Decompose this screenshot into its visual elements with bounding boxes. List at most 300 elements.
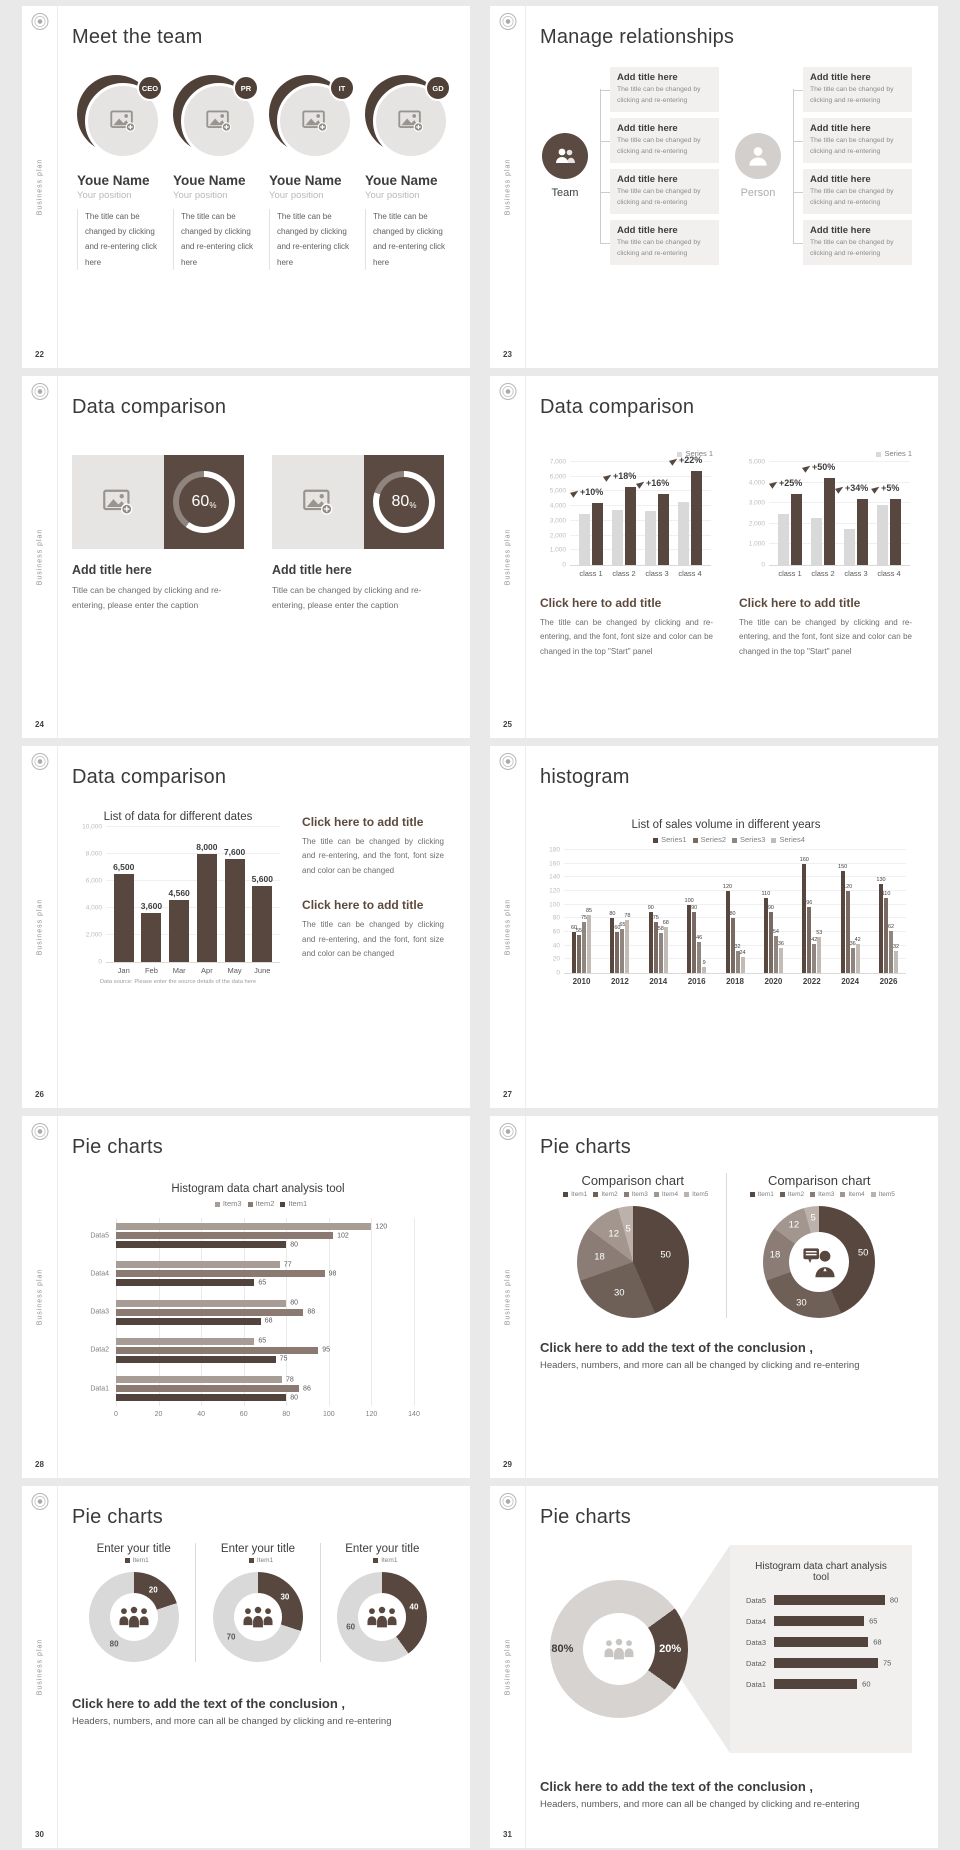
legend-item: Item2 bbox=[242, 1199, 275, 1208]
bar-group bbox=[223, 827, 246, 975]
category-label: class 1 bbox=[778, 569, 802, 578]
value-label: 55 bbox=[575, 928, 583, 935]
legend-item: Item2 bbox=[774, 1191, 804, 1198]
role-badge: IT bbox=[329, 75, 355, 101]
caption-text: The title can be changed by clicking and re-entering, and the font, font size and color can be changed in the top "Start" panel bbox=[739, 618, 912, 656]
bar-group bbox=[678, 454, 703, 578]
bar bbox=[116, 1308, 316, 1316]
sidebar-caption: Business plan bbox=[36, 898, 43, 956]
team-member bbox=[168, 75, 264, 270]
member-position: Your position bbox=[173, 190, 228, 201]
percent-label: +22% bbox=[670, 455, 702, 465]
year-group bbox=[799, 850, 823, 986]
bar bbox=[857, 499, 868, 565]
legend-item: Item2 bbox=[587, 1191, 617, 1198]
slide-25-thumbnail[interactable] bbox=[490, 376, 938, 738]
value-label: 75 bbox=[652, 914, 659, 921]
seal-logo-icon bbox=[499, 1123, 516, 1140]
slice-value-label: 5 bbox=[625, 1223, 631, 1235]
add-title-box bbox=[610, 118, 719, 163]
member-name: Youe Name bbox=[173, 173, 246, 188]
donut-chart-block bbox=[72, 1543, 195, 1662]
arrow-icon bbox=[570, 488, 580, 498]
bar bbox=[116, 1376, 294, 1383]
bar-charts-row bbox=[540, 449, 912, 578]
value-label: 65 bbox=[619, 921, 626, 928]
value-label: 75 bbox=[279, 1355, 288, 1363]
legend-item: Item5 bbox=[678, 1191, 708, 1198]
sidebar-caption: Business plan bbox=[504, 158, 511, 216]
value-label: 60 bbox=[570, 925, 578, 931]
legend-item: Item1 bbox=[557, 1191, 587, 1198]
legend-item: Item5 bbox=[865, 1191, 895, 1198]
bar bbox=[774, 1658, 878, 1668]
bar bbox=[691, 471, 702, 565]
legend-item: Item4 bbox=[834, 1191, 864, 1198]
value-label: 98 bbox=[328, 1270, 337, 1278]
role-badge: GD bbox=[425, 75, 451, 101]
bar bbox=[116, 1299, 299, 1307]
bar-group bbox=[168, 827, 190, 975]
value-label: 100 bbox=[684, 897, 694, 904]
bar bbox=[196, 842, 218, 962]
note-title: Click here to add title bbox=[302, 898, 424, 913]
year-label: 2022 bbox=[802, 977, 821, 986]
bar bbox=[811, 937, 818, 973]
bar bbox=[696, 934, 703, 973]
bar bbox=[116, 1355, 288, 1363]
donut-chart-block bbox=[195, 1543, 319, 1662]
bar-group bbox=[612, 462, 637, 578]
year-group bbox=[570, 850, 593, 986]
bar bbox=[116, 1394, 299, 1401]
slide-sidebar bbox=[22, 1486, 58, 1848]
value-label: 36 bbox=[777, 941, 784, 948]
box-title: Add title here bbox=[617, 123, 678, 135]
sidebar-caption: Business plan bbox=[504, 528, 511, 586]
panel-bar-row bbox=[746, 1595, 899, 1605]
box-text: The title can be changed by clicking and re-entering bbox=[617, 137, 701, 155]
bar-chart: Series 1 0 1,000 2,000 3,000 4,000 5,000 +25% class 1 +50% class 2 +34% class 3 +5% class 4 bbox=[739, 449, 912, 566]
team-member bbox=[360, 75, 456, 270]
bar bbox=[774, 1637, 868, 1647]
value-label: 80 bbox=[290, 1299, 299, 1307]
box-text: The title can be changed by clicking and re-entering bbox=[810, 86, 894, 104]
chart-legend bbox=[733, 1191, 907, 1198]
bar-chart: Series 1 0 1,000 2,000 3,000 4,000 5,000 6,000 7,000 +10% class 1 +18% class 2 +16% class 3 +22% class 4 bbox=[540, 449, 713, 566]
year-label: 2010 bbox=[572, 977, 591, 986]
legend-item: Item3 bbox=[618, 1191, 648, 1198]
year-group bbox=[647, 850, 669, 986]
value-label: 75 bbox=[580, 914, 588, 921]
note-block bbox=[302, 898, 444, 961]
chart-legend: Item1 bbox=[327, 1557, 438, 1564]
value-label: 32 bbox=[734, 944, 741, 951]
donut-chart bbox=[213, 1572, 303, 1662]
chart-title: Comparison chart bbox=[767, 1173, 871, 1188]
bar bbox=[658, 494, 669, 565]
value-label: 80 bbox=[889, 1595, 899, 1605]
percent-label: +34% bbox=[836, 483, 868, 493]
bar-group bbox=[140, 827, 163, 975]
bar bbox=[116, 1385, 311, 1392]
comparison-pies-row bbox=[540, 1173, 912, 1318]
bar bbox=[113, 862, 135, 962]
slide-sidebar bbox=[22, 746, 58, 1108]
bar-group bbox=[811, 462, 836, 578]
slide-sidebar bbox=[22, 1116, 58, 1478]
donut-chart bbox=[337, 1572, 427, 1662]
category-label: class 1 bbox=[579, 569, 603, 578]
slice-value-label: 80 bbox=[109, 1639, 119, 1649]
value-label: 53 bbox=[816, 929, 823, 936]
box-title: Add title here bbox=[810, 72, 871, 83]
arrow-icon bbox=[802, 464, 812, 474]
member-name: Youe Name bbox=[269, 173, 342, 188]
member-description: The title can be changed by clicking and re-entering click here bbox=[365, 209, 447, 270]
chart-title: List of data for different dates bbox=[103, 811, 253, 823]
sidebar-caption: Business plan bbox=[36, 528, 43, 586]
arrow-icon bbox=[871, 484, 881, 494]
bar bbox=[684, 897, 694, 973]
value-label: 46 bbox=[696, 934, 703, 941]
page-number: 26 bbox=[35, 1090, 44, 1099]
value-label: 32 bbox=[892, 944, 900, 951]
progress-ring: 80 % bbox=[364, 455, 444, 549]
slice-value-label: 12 bbox=[788, 1219, 800, 1231]
progress-cards-row bbox=[72, 455, 444, 613]
value-label: 24 bbox=[739, 949, 746, 956]
bar bbox=[140, 901, 163, 962]
caption-block bbox=[739, 596, 912, 659]
page-number: 27 bbox=[503, 1090, 512, 1099]
group-label: Team bbox=[551, 187, 579, 200]
seal-logo-icon bbox=[499, 13, 516, 30]
chart-title: List of sales volume in different years bbox=[631, 819, 821, 831]
panel-title: Histogram data chart analysis tool bbox=[755, 1561, 887, 1583]
arrow-icon bbox=[769, 479, 779, 489]
box-text: The title can be changed by clicking and re-entering bbox=[617, 239, 701, 257]
image-placeholder bbox=[272, 455, 364, 549]
slide-title: Manage relationships bbox=[540, 26, 735, 48]
bar bbox=[777, 941, 784, 973]
category-label: June bbox=[254, 966, 271, 975]
slice-value-label: 60 bbox=[346, 1622, 356, 1632]
value-label: 80 bbox=[609, 911, 616, 918]
seal-logo-icon bbox=[31, 1493, 48, 1510]
value-label: 68 bbox=[873, 1637, 882, 1647]
member-description: The title can be changed by clicking and re-entering click here bbox=[77, 209, 159, 270]
year-group bbox=[684, 850, 706, 986]
bar bbox=[662, 919, 669, 973]
sidebar-caption: Business plan bbox=[504, 898, 511, 956]
slide-title: Meet the team bbox=[72, 26, 203, 48]
conclusion-block bbox=[540, 1340, 912, 1371]
conclusion-title: Click here to add the text of the conclusion , bbox=[540, 1340, 814, 1355]
conclusion-subtitle: Headers, numbers, and more can all be changed by clicking and re-entering bbox=[540, 1360, 860, 1371]
bar-group bbox=[877, 462, 901, 578]
slide-29-thumbnail[interactable] bbox=[490, 1116, 938, 1478]
box-text: The title can be changed by clicking and re-entering bbox=[617, 188, 701, 206]
box-text: The title can be changed by clicking and re-entering bbox=[810, 239, 894, 257]
bar-group bbox=[90, 1223, 414, 1248]
bar bbox=[702, 959, 706, 973]
bar-group bbox=[90, 1261, 414, 1287]
note-title: Click here to add title bbox=[302, 815, 424, 829]
slide-27-thumbnail[interactable] bbox=[490, 746, 938, 1108]
slide-title: Data comparison bbox=[72, 766, 227, 788]
value-label: 42 bbox=[811, 937, 818, 944]
seal-logo-icon bbox=[31, 1123, 48, 1140]
slice-value-label: 50 bbox=[660, 1249, 671, 1261]
slide-30-thumbnail[interactable] bbox=[22, 1486, 470, 1848]
panel-bar-row bbox=[746, 1616, 896, 1626]
bar bbox=[816, 929, 823, 973]
donut-value-label: 20% bbox=[659, 1643, 682, 1655]
sidebar-caption: Business plan bbox=[36, 1268, 43, 1326]
donut-chart-block bbox=[726, 1173, 913, 1318]
category-label: Data1 bbox=[746, 1679, 767, 1689]
category-label: class 2 bbox=[811, 569, 835, 578]
year-label: 2020 bbox=[764, 977, 783, 986]
value-label: 110 bbox=[761, 890, 771, 897]
pie-chart bbox=[577, 1206, 689, 1318]
slide-title: Pie charts bbox=[540, 1506, 631, 1528]
slice-value-label: 18 bbox=[594, 1251, 605, 1263]
progress-ring: 60 % bbox=[164, 455, 244, 549]
conclusion-subtitle: Headers, numbers, and more can all be changed by clicking and re-entering bbox=[540, 1799, 860, 1810]
legend-item: Series1 bbox=[647, 835, 686, 844]
value-label: 90 bbox=[767, 904, 774, 911]
value-label: 90 bbox=[647, 904, 654, 911]
slide-28-thumbnail[interactable] bbox=[22, 1116, 470, 1478]
category-label: Feb bbox=[144, 966, 158, 975]
bar bbox=[849, 941, 856, 973]
page-number: 24 bbox=[35, 720, 44, 729]
sidebar-caption: Business plan bbox=[36, 158, 43, 216]
category-label: Data3 bbox=[746, 1637, 767, 1647]
member-name: Youe Name bbox=[365, 173, 438, 188]
slice-value-label: 30 bbox=[280, 1592, 290, 1602]
value-label: 120 bbox=[843, 884, 853, 890]
arrow-icon bbox=[669, 456, 679, 466]
bar bbox=[116, 1241, 299, 1248]
page-number: 29 bbox=[503, 1460, 512, 1469]
slice-value-label: 18 bbox=[769, 1249, 781, 1261]
value-label: 80 bbox=[290, 1241, 299, 1248]
slide-sidebar bbox=[22, 6, 58, 368]
seal-logo-icon bbox=[31, 383, 48, 400]
value-label: 150 bbox=[838, 863, 848, 870]
slide-26-thumbnail[interactable] bbox=[22, 746, 470, 1108]
donut-chart bbox=[550, 1580, 688, 1718]
relationship-diagram bbox=[540, 67, 912, 265]
conclusion-subtitle: Headers, numbers, and more can all be changed by clicking and re-entering bbox=[72, 1716, 392, 1727]
value-label: 130 bbox=[876, 877, 886, 884]
donut-chart bbox=[89, 1572, 179, 1662]
year-group bbox=[761, 850, 784, 986]
bar bbox=[612, 510, 623, 565]
value-label: 90 bbox=[691, 904, 698, 911]
value-label: 78 bbox=[286, 1376, 294, 1383]
bar bbox=[592, 503, 603, 565]
year-group bbox=[609, 850, 631, 986]
value-label: 6,500 bbox=[113, 862, 135, 873]
member-description: The title can be changed by clicking and re-entering click here bbox=[269, 209, 351, 270]
year-group bbox=[876, 850, 900, 986]
card-title: Add title here bbox=[272, 563, 352, 577]
team-member bbox=[264, 75, 360, 270]
value-label: 120 bbox=[722, 884, 733, 890]
donut-rest-label: 80% bbox=[551, 1643, 574, 1655]
slice-value-label: 20 bbox=[148, 1585, 158, 1595]
bar bbox=[116, 1317, 273, 1325]
bar-group bbox=[196, 827, 218, 975]
bar-group bbox=[113, 827, 135, 975]
image-placeholder-icon bbox=[302, 110, 328, 132]
arrow-icon bbox=[835, 484, 845, 494]
add-title-box bbox=[803, 118, 912, 163]
slide-22-thumbnail[interactable] bbox=[22, 6, 470, 368]
value-label: 60 bbox=[614, 925, 621, 931]
box-text: The title can be changed by clicking and re-entering bbox=[617, 86, 701, 104]
bar bbox=[691, 904, 698, 974]
legend-item: Item1 bbox=[274, 1199, 307, 1208]
note-text: The title can be changed by clicking and re-entering, and the font, font size and color can be changed bbox=[302, 837, 444, 875]
chart-title: Enter your title bbox=[96, 1543, 171, 1555]
bar bbox=[791, 494, 802, 565]
value-label: 54 bbox=[772, 929, 779, 936]
slice-value-label: 50 bbox=[857, 1247, 869, 1259]
bar-chart: List of data for different dates 0 2,000 4,000 6,000 8,000 10,000 6,500 Jan 3,600 Feb 4,560 Mar 8,000 Apr 7,600 May 5,600 June Data source: Please enter the source details of the data here bbox=[72, 811, 284, 985]
bar bbox=[585, 907, 593, 973]
value-label: 7,600 bbox=[223, 847, 246, 858]
value-label: 62 bbox=[887, 923, 895, 930]
team-members-row bbox=[72, 75, 456, 270]
add-title-box bbox=[803, 67, 912, 112]
image-placeholder-icon bbox=[398, 110, 424, 132]
person-group bbox=[733, 67, 912, 265]
chart-legend: Item1 bbox=[78, 1557, 189, 1564]
group-people-icon bbox=[600, 1637, 638, 1662]
bar bbox=[575, 928, 583, 973]
avatar bbox=[365, 75, 451, 161]
image-placeholder-icon bbox=[103, 489, 133, 515]
box-title: Add title here bbox=[617, 225, 678, 237]
chart-legend bbox=[546, 1191, 720, 1198]
member-position: Your position bbox=[365, 190, 420, 201]
value-label: 68 bbox=[264, 1317, 273, 1325]
category-label: Data5 bbox=[746, 1595, 767, 1605]
value-label: 42 bbox=[854, 937, 861, 944]
legend-item: Series2 bbox=[687, 835, 726, 844]
value-label: 110 bbox=[881, 890, 891, 897]
value-label: 160 bbox=[799, 856, 809, 863]
role-badge: CEO bbox=[137, 75, 163, 101]
pie-chart-block bbox=[540, 1173, 726, 1318]
team-people-icon bbox=[553, 147, 577, 165]
chart-title: Enter your title bbox=[220, 1543, 296, 1555]
conclusion-title: Click here to add the text of the conclusion , bbox=[72, 1696, 346, 1711]
bar bbox=[739, 949, 746, 973]
chart-legend: Item1 bbox=[202, 1557, 313, 1564]
slice-value-label: 40 bbox=[409, 1602, 419, 1612]
slice-value-label: 30 bbox=[796, 1297, 807, 1309]
image-placeholder-icon bbox=[303, 489, 333, 515]
box-title: Add title here bbox=[810, 123, 871, 135]
member-description: The title can be changed by clicking and re-entering click here bbox=[173, 209, 255, 270]
year-label: 2018 bbox=[726, 977, 744, 986]
add-title-box bbox=[803, 220, 912, 265]
group-label: Person bbox=[740, 187, 776, 200]
add-title-box bbox=[610, 220, 719, 265]
legend-item: Series4 bbox=[765, 835, 804, 844]
bar-group bbox=[844, 462, 869, 578]
category-label: Jan bbox=[117, 966, 130, 975]
value-label: 78 bbox=[624, 912, 631, 919]
chart-title: Histogram data chart analysis tool bbox=[171, 1183, 345, 1195]
slide-24-thumbnail[interactable] bbox=[22, 376, 470, 738]
bar bbox=[116, 1261, 292, 1269]
slide-23-thumbnail[interactable] bbox=[490, 6, 938, 368]
year-label: 2024 bbox=[841, 977, 860, 986]
category-label: Data4 bbox=[90, 1270, 109, 1278]
notes-column bbox=[302, 811, 444, 985]
image-placeholder-icon bbox=[206, 110, 232, 132]
slide-title: Pie charts bbox=[72, 1136, 163, 1158]
bar bbox=[116, 1337, 267, 1345]
value-label: 5,600 bbox=[251, 874, 273, 885]
value-label: 60 bbox=[862, 1679, 871, 1689]
bar bbox=[579, 514, 590, 565]
sidebar-caption: Business plan bbox=[36, 1638, 43, 1696]
progress-card bbox=[72, 455, 244, 613]
slide-31-thumbnail[interactable] bbox=[490, 1486, 938, 1848]
caption-block bbox=[540, 596, 713, 659]
bar bbox=[624, 912, 631, 973]
bar bbox=[778, 514, 789, 566]
value-label: 65 bbox=[258, 1279, 267, 1287]
bar bbox=[168, 888, 190, 962]
legend-item: Item1 bbox=[744, 1191, 774, 1198]
bar bbox=[892, 944, 900, 973]
chart-title: Enter your title bbox=[345, 1543, 420, 1555]
bar bbox=[767, 904, 774, 974]
seal-logo-icon bbox=[31, 753, 48, 770]
bar bbox=[844, 529, 855, 565]
bar bbox=[116, 1270, 337, 1278]
bar bbox=[116, 1232, 349, 1239]
legend-item: Series3 bbox=[726, 835, 765, 844]
value-label: 8,000 bbox=[196, 842, 218, 852]
bar bbox=[580, 914, 588, 973]
role-badge: PR bbox=[233, 75, 259, 101]
image-placeholder-icon bbox=[110, 110, 136, 132]
seal-logo-icon bbox=[31, 13, 48, 30]
data-source-note: Data source: Please enter the source details of the data here bbox=[99, 979, 257, 985]
slide-sidebar bbox=[22, 376, 58, 738]
bar bbox=[887, 923, 895, 973]
donut-to-panel-flow bbox=[540, 1543, 912, 1755]
seal-logo-icon bbox=[499, 383, 516, 400]
bar bbox=[774, 1679, 857, 1689]
page-number: 31 bbox=[503, 1830, 512, 1839]
slice-value-label: 5 bbox=[810, 1212, 816, 1224]
avatar bbox=[269, 75, 355, 161]
box-text: The title can be changed by clicking and re-entering bbox=[810, 188, 894, 206]
note-block bbox=[302, 815, 444, 878]
add-title-box bbox=[610, 67, 719, 112]
